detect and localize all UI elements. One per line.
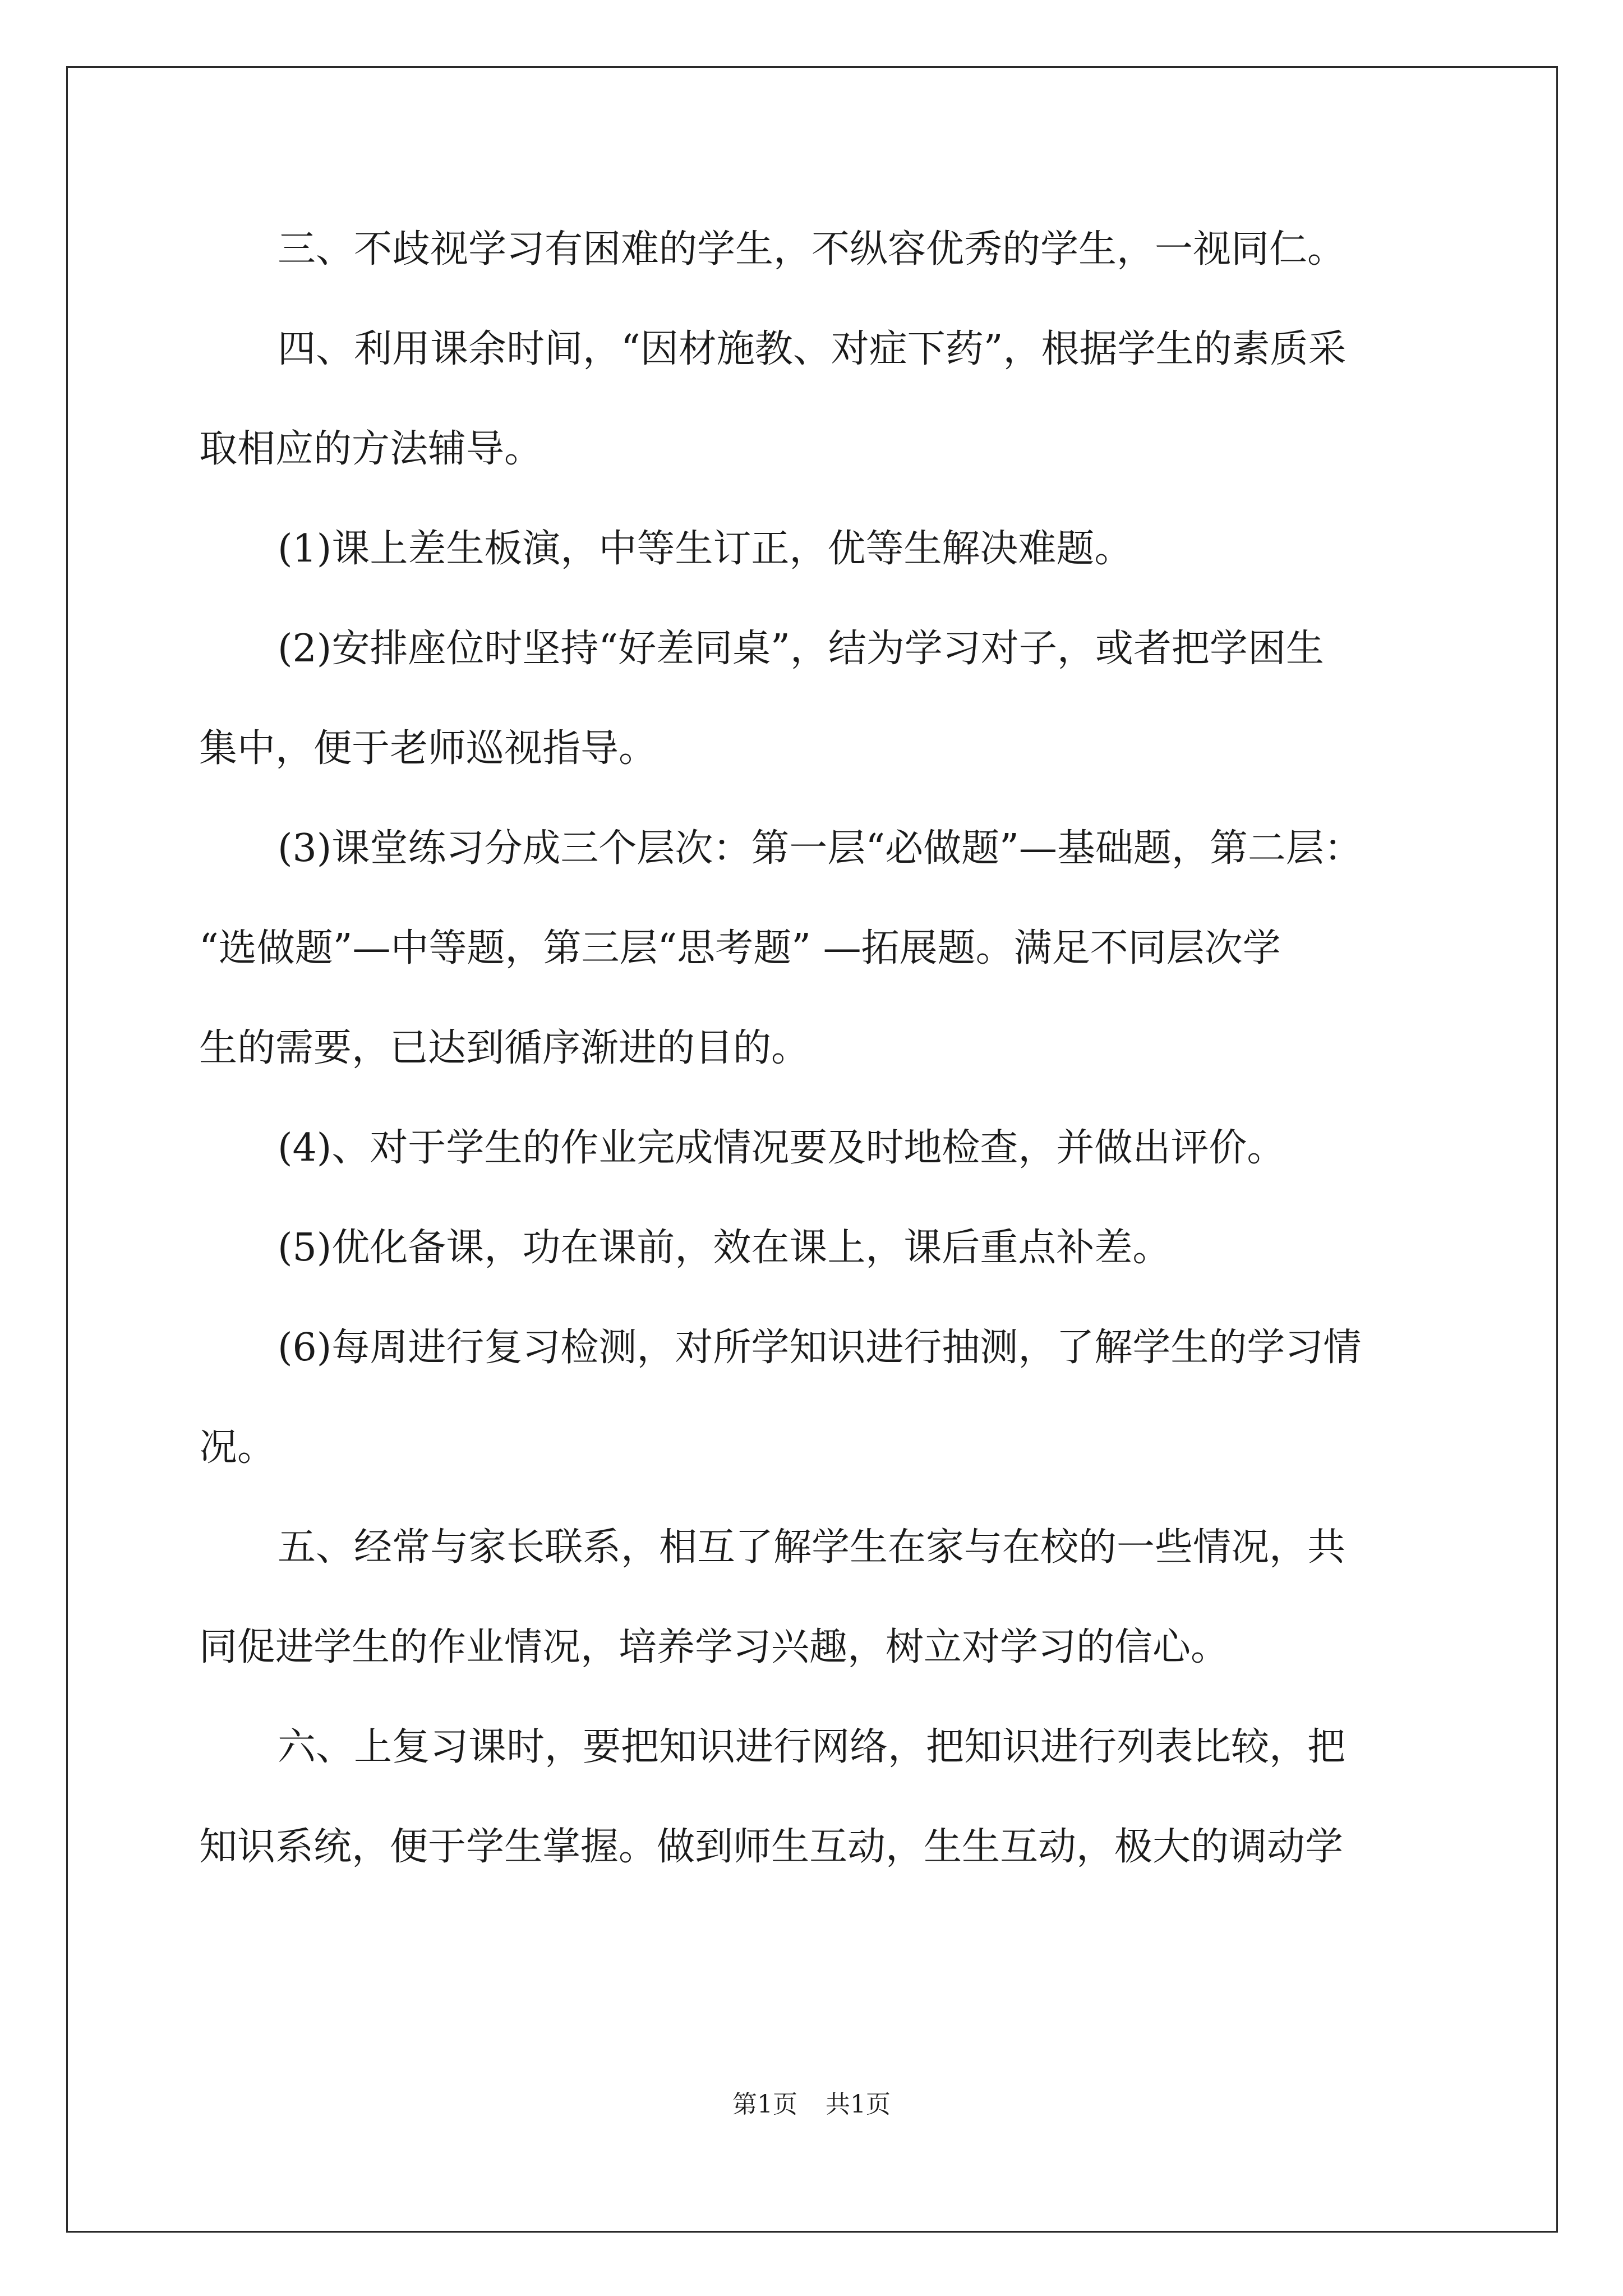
item-1-line-1: (1)课上差生板演，中等生订正，优等生解决难题。 (278, 527, 1133, 571)
page-footer (0, 2088, 1623, 2122)
item-4-line-1: (4)、对于学生的作业完成情况要及时地检查，并做出评价。 (278, 1126, 1285, 1170)
paragraph-4-line-1: 四、利用课余时间，“因材施教、对症下药”，根据学生的素质采 (278, 327, 1347, 371)
paragraph-5-line-2: 同促进学生的作业情况，培养学习兴趣，树立对学习的信心。 (199, 1625, 1229, 1669)
item-5-line-1: (5)优化备课，功在课前，效在课上，课后重点补差。 (278, 1226, 1171, 1270)
paragraph-5-line-1: 五、经常与家长联系，相互了解学生在家与在校的一些情况，共 (278, 1525, 1346, 1570)
paragraph-4-line-2: 取相应的方法辅导。 (199, 427, 543, 471)
page-total: 共1页 (826, 2090, 891, 2119)
page-number: 第1页 (732, 2090, 797, 2119)
paragraph-3-line-1: 三、不歧视学习有困难的学生，不纵容优秀的学生，一视同仁。 (278, 227, 1346, 272)
item-3-line-3: 生的需要，已达到循序渐进的目的。 (199, 1026, 810, 1070)
item-3-line-2: “选做题”—中等题，第三层“思考题” —拓展题。满足不同层次学 (199, 926, 1281, 970)
item-3-line-1: (3)课堂练习分成三个层次：第一层“必做题”—基础题，第二层： (278, 826, 1362, 871)
item-6-line-1: (6)每周进行复习检测，对所学知识进行抽测，了解学生的学习情 (278, 1326, 1362, 1370)
item-6-line-2: 况。 (199, 1425, 276, 1470)
paragraph-6-line-1: 六、上复习课时，要把知识进行网络，把知识进行列表比较，把 (278, 1725, 1346, 1769)
item-2-line-2: 集中，便于老师巡视指导。 (199, 726, 657, 771)
item-2-line-1: (2)安排座位时坚持“好差同桌”，结为学习对子，或者把学困生 (278, 627, 1324, 671)
paragraph-6-line-2: 知识系统，便于学生掌握。做到师生互动，生生互动，极大的调动学 (199, 1825, 1344, 1869)
